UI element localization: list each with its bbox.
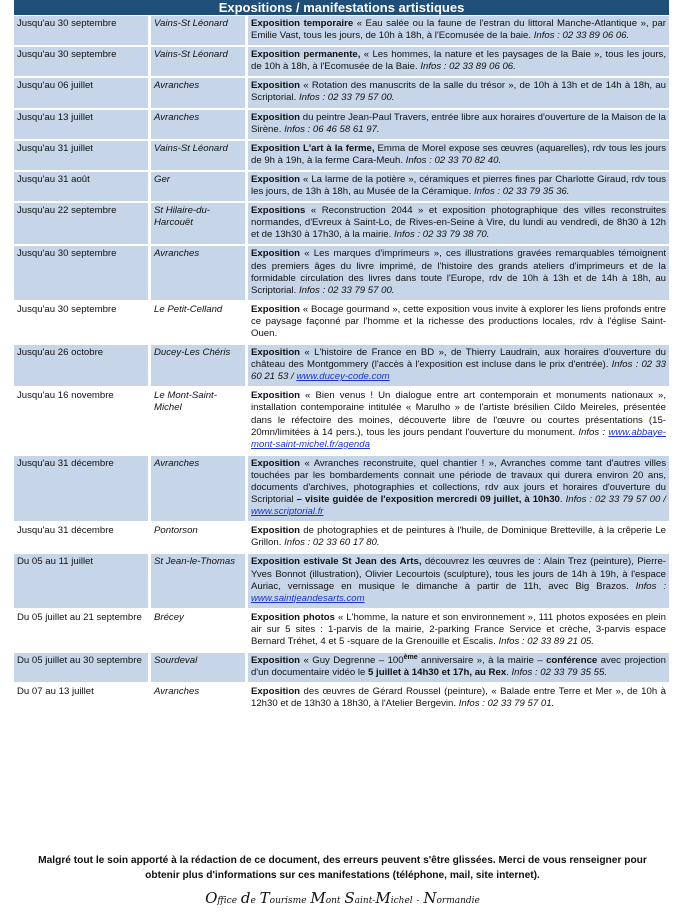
event-info: Infos : 02 33 89 21 05.	[498, 636, 594, 648]
event-text: avec projection d'un documentaire vidéo le	[251, 655, 666, 679]
signature-capital: T	[259, 889, 270, 907]
event-date: Jusqu'au 30 septembre	[14, 302, 151, 345]
event-text: de photographies et de peintures à l'huile, de Dominique Bretteville, à la crêperie Le Grillon.	[251, 525, 666, 549]
event-place: Ger	[151, 172, 248, 203]
events-table	[14, 16, 669, 716]
event-date: Du 07 au 13 juillet	[14, 684, 151, 715]
event-place: St Jean-le-Thomas	[151, 554, 248, 609]
event-label: Exposition	[251, 655, 301, 667]
event-text: « Bien venus ! Un dialogue entre art contemporain et monuments nationaux », installation contemporaine intitulée « Marulho » de l'artiste brésilien Cildo Meireles, présentée dans le réfectoire des moines, découverte libre de l'œuvre ou courtes présentations (15-20mn/limitées à 14 pers.), tous les jours pendant l'ouverture du monument.	[251, 390, 666, 438]
event-highlight: – visite guidée de l'exposition mercredi 09 juillet, à 10h30	[296, 494, 560, 506]
page-title: Expositions / manifestations artistiques	[14, 0, 669, 15]
table-row	[14, 456, 669, 523]
event-place: Vains-St Léonard	[151, 16, 248, 47]
signature-letters: ormandie	[436, 896, 480, 906]
event-place: Vains-St Léonard	[151, 141, 248, 172]
signature-capital: d	[240, 889, 251, 907]
table-row	[14, 246, 669, 301]
event-info: Infos : 02 33 70 82 40.	[405, 154, 502, 166]
event-description	[248, 110, 669, 141]
event-label: Exposition estivale St Jean des Arts,	[251, 556, 422, 568]
event-info: Infos :	[635, 580, 666, 592]
event-link[interactable]: www.ducey-code.com	[296, 371, 390, 383]
event-info: Infos : 02 33 79 57 00.	[298, 284, 395, 296]
event-text: « Reconstruction 2044 » et exposition photographique des villes reconstruites normandes, d'Evreux à Saint-Lo, de Rives-en-Seine à Vire, du lundi au vendredi, de 8h30 à 12h et de 13h30 à 17h30, à la mairie.	[251, 205, 666, 241]
event-description	[248, 554, 669, 609]
event-date: Du 05 juillet au 21 septembre	[14, 610, 151, 653]
event-text: « L'histoire de France en BD », de Thierry Laudrain, aux horaires d'ouverture du château des Montgommery (l'accès à l'exposition est incluse dans le prix d'entrée).	[251, 347, 666, 371]
table-row	[14, 684, 669, 715]
event-info: Infos : 02 33 60 21 53 /	[251, 359, 666, 383]
disclaimer: Malgré tout le soin apporté à la rédaction de ce document, des erreurs peuvent s'être glissées. Merci de vous renseigner pour obtenir plus d'informations sur ces manifestations (téléphone, mail, site internet).	[38, 855, 647, 881]
event-link[interactable]: www.saintjeandesarts.com	[251, 592, 365, 604]
signature-letters: ichel	[390, 896, 413, 906]
event-text: « Rotation des manuscrits de la salle du trésor », de 10h à 13h et de 14h à 18h, au Scriptorial.	[251, 80, 666, 104]
event-info: Infos : 02 33 79 57 00 /	[565, 494, 666, 506]
event-highlight: conférence	[546, 655, 598, 667]
signature-capital: M	[375, 889, 391, 907]
table-row	[14, 523, 669, 554]
event-info: Infos : 02 33 79 35 36.	[473, 186, 570, 198]
event-text: .	[559, 494, 566, 506]
table-row	[14, 345, 669, 388]
event-date: Jusqu'au 31 décembre	[14, 523, 151, 554]
event-description	[248, 610, 669, 653]
event-label: Exposition	[251, 686, 301, 698]
event-date: Jusqu'au 31 août	[14, 172, 151, 203]
event-description	[248, 47, 669, 78]
signature-letters: aint	[354, 896, 373, 906]
event-label: Exposition	[251, 80, 301, 92]
table-row	[14, 388, 669, 455]
table-row	[14, 203, 669, 246]
event-date: Du 05 juillet au 30 septembre	[14, 653, 151, 684]
event-text: « Bocage gourmand », cette exposition vous invite à explorer les liens profonds entre ce paysage façonné par l'homme et la richesse des productions locales, rdv à l'église Saint-Ouen.	[251, 303, 666, 339]
event-place: Avranches	[151, 684, 248, 715]
event-label: Exposition	[251, 248, 301, 260]
event-place: Ducey-Les Chéris	[151, 345, 248, 388]
event-place: St Hilaire-du-Harcouët	[151, 203, 248, 246]
event-description	[248, 456, 669, 523]
table-row	[14, 141, 669, 172]
event-info: Infos :	[578, 426, 609, 438]
event-info: Infos : 02 33 79 57 01.	[458, 698, 555, 710]
event-place: Brécey	[151, 610, 248, 653]
event-description	[248, 172, 669, 203]
event-text: « Les hommes, la nature et les paysages de la Baie », tous les jours, de 10h à 18h, à l'Ecomusée de la Baie.	[251, 49, 666, 73]
event-description	[248, 345, 669, 388]
event-label: Exposition photos	[251, 611, 335, 623]
event-description	[248, 653, 669, 684]
event-label: Exposition	[251, 347, 301, 359]
event-label: Exposition	[251, 303, 301, 315]
event-date: Jusqu'au 16 novembre	[14, 388, 151, 455]
event-text: « Les marques d'imprimeurs », ces illustrations gravées remarquables témoignent des premiers âges du livre imprimé, de l'histoire des grands ateliers d'imprimeurs et de la formidable circulation des livres dans toute l'Europe, rdv de 10h à 13h et de 14h à 18h, au Scriptorial.	[251, 248, 666, 296]
event-label: Expositions	[251, 205, 306, 217]
event-label: Exposition L'art à la ferme,	[251, 142, 375, 154]
event-info: Infos : 02 33 79 57 00.	[298, 92, 395, 104]
event-info: Infos : 02 33 89 06 06.	[533, 30, 630, 42]
event-description	[248, 141, 669, 172]
event-text: .	[506, 667, 512, 679]
table-row	[14, 78, 669, 109]
events-table-body	[14, 16, 669, 716]
table-row	[14, 610, 669, 653]
event-date: Jusqu'au 22 septembre	[14, 203, 151, 246]
event-label: Exposition temporaire	[251, 18, 354, 29]
event-description	[248, 246, 669, 301]
event-info: Infos : 02 33 79 38 70.	[393, 229, 490, 241]
event-place: Pontorson	[151, 523, 248, 554]
event-label: Exposition	[251, 173, 301, 185]
event-label: Exposition	[251, 111, 301, 123]
event-place: Avranches	[151, 456, 248, 523]
event-description	[248, 16, 669, 47]
event-date: Jusqu'au 13 juillet	[14, 110, 151, 141]
event-text: du peintre Jean-Paul Travers, entrée libre aux horaires d'ouverture de la Maison de la Sirène.	[251, 111, 666, 135]
event-text: « L'homme, la nature et son environnement », 111 photos exposées en plein air sur 5 sites : 1-parvis de la mairie, 2-parking France Service et crèche, 3-parvis espace Bernard Tréhet, 4 et 5 -square de la Grenouille et Escalis.	[251, 611, 666, 648]
event-label: Exposition permanente,	[251, 49, 361, 61]
event-text: Emma de Morel expose ses œuvres (aquarelles), rdv tous les jours de 9h à 19h, à la ferme Cara-Meuh.	[251, 142, 666, 166]
event-text: découvrez les œuvres de : Alain Trez (peinture), Pierre-Yves Bonnot (illustration), Olivier Lecourtois (sculpture), tous les jours de 14h à 19h, à l'espace Auriac, vernissage en musique le dimanche à partir de 11h, avec Big Brazos.	[251, 556, 667, 592]
table-row	[14, 554, 669, 609]
event-highlight: 5 juillet à 14h30 et 17h, au Rex	[368, 667, 507, 679]
table-row	[14, 653, 669, 684]
event-description	[248, 78, 669, 109]
event-date: Jusqu'au 30 septembre	[14, 47, 151, 78]
event-text: « La larme de la potière », céramiques et pierres fines par Charlotte Giraud, rdv tous les jours, de 13h à 18h, au Musée de la Céramique.	[251, 173, 666, 198]
event-place: Sourdeval	[151, 653, 248, 684]
event-info: Infos : 02 33 60 17 80.	[284, 537, 380, 549]
event-place: Avranches	[151, 246, 248, 301]
signature-capital: M	[310, 889, 326, 907]
event-date: Du 05 au 11 juillet	[14, 554, 151, 609]
event-info: Infos : 02 33 79 35 55.	[511, 667, 607, 679]
event-text: anniversaire », à la mairie –	[417, 655, 547, 667]
signature-letters: ont	[325, 896, 341, 906]
event-description	[248, 523, 669, 554]
event-date: Jusqu'au 31 juillet	[14, 141, 151, 172]
event-description	[248, 684, 669, 715]
signature-letters: ourisme	[269, 896, 307, 906]
event-link[interactable]: www.abbaye-mont-saint-michel.fr/agenda	[251, 426, 666, 450]
event-info: Infos : 02 33 89 06 06.	[420, 61, 516, 73]
signature: Office de Tourisme Mont Saint-Michel - Normandie	[205, 889, 480, 907]
event-text: des œuvres de Gérard Roussel (peinture), « Balade entre Terre et Mer », de 10h à 12h30 et de 13h30 à 18h30, à l'Atelier Bergevin.	[251, 686, 666, 710]
event-text: « Guy Degrenne – 100	[300, 655, 404, 667]
event-date: Jusqu'au 30 septembre	[14, 16, 151, 47]
signature-capital: S	[344, 889, 355, 907]
event-place: Le Petit-Celland	[151, 302, 248, 345]
event-date: Jusqu'au 30 septembre	[14, 246, 151, 301]
event-date: Jusqu'au 06 juillet	[14, 78, 151, 109]
event-place: Avranches	[151, 78, 248, 109]
event-description	[248, 388, 669, 455]
event-label: Exposition	[251, 390, 301, 402]
table-row	[14, 110, 669, 141]
signature-letters: ffice	[217, 896, 238, 906]
event-link[interactable]: www.scriptorial.fr	[251, 506, 324, 518]
signature-capital: O	[205, 889, 218, 907]
event-label: Exposition	[251, 457, 301, 469]
table-row	[14, 172, 669, 203]
event-info: Infos : 06 46 58 61 97.	[284, 123, 380, 135]
event-place: Avranches	[151, 110, 248, 141]
event-place: Vains-St Léonard	[151, 47, 248, 78]
event-date: Jusqu'au 31 décembre	[14, 456, 151, 523]
event-text: « Eau salée ou la faune de l'estran du littoral Manche-Atlantique », par Emilie Vast, tous les jours, de 10h à 18h, à l'Ecomusée de la baie.	[251, 18, 666, 42]
signature-capital: N	[423, 889, 437, 907]
event-description	[248, 203, 669, 246]
event-description	[248, 302, 669, 345]
table-row	[14, 302, 669, 345]
table-row	[14, 16, 669, 47]
event-place: Le Mont-Saint-Michel	[151, 388, 248, 455]
table-row	[14, 47, 669, 78]
event-text: « Avranches reconstruite, quel chantier ! », Avranches comme tant d'autres villes touchées par les bombardements connait une période de travaux qui durera environ 20 ans, documents d'archives, photographies et collections, rdv aux jours et horaires d'ouverture du Scriptorial	[251, 457, 666, 506]
event-date: Jusqu'au 26 octobre	[14, 345, 151, 388]
signature-letters: e	[250, 896, 256, 906]
event-label: Exposition	[251, 525, 301, 537]
event-superscript: ème	[403, 653, 418, 661]
